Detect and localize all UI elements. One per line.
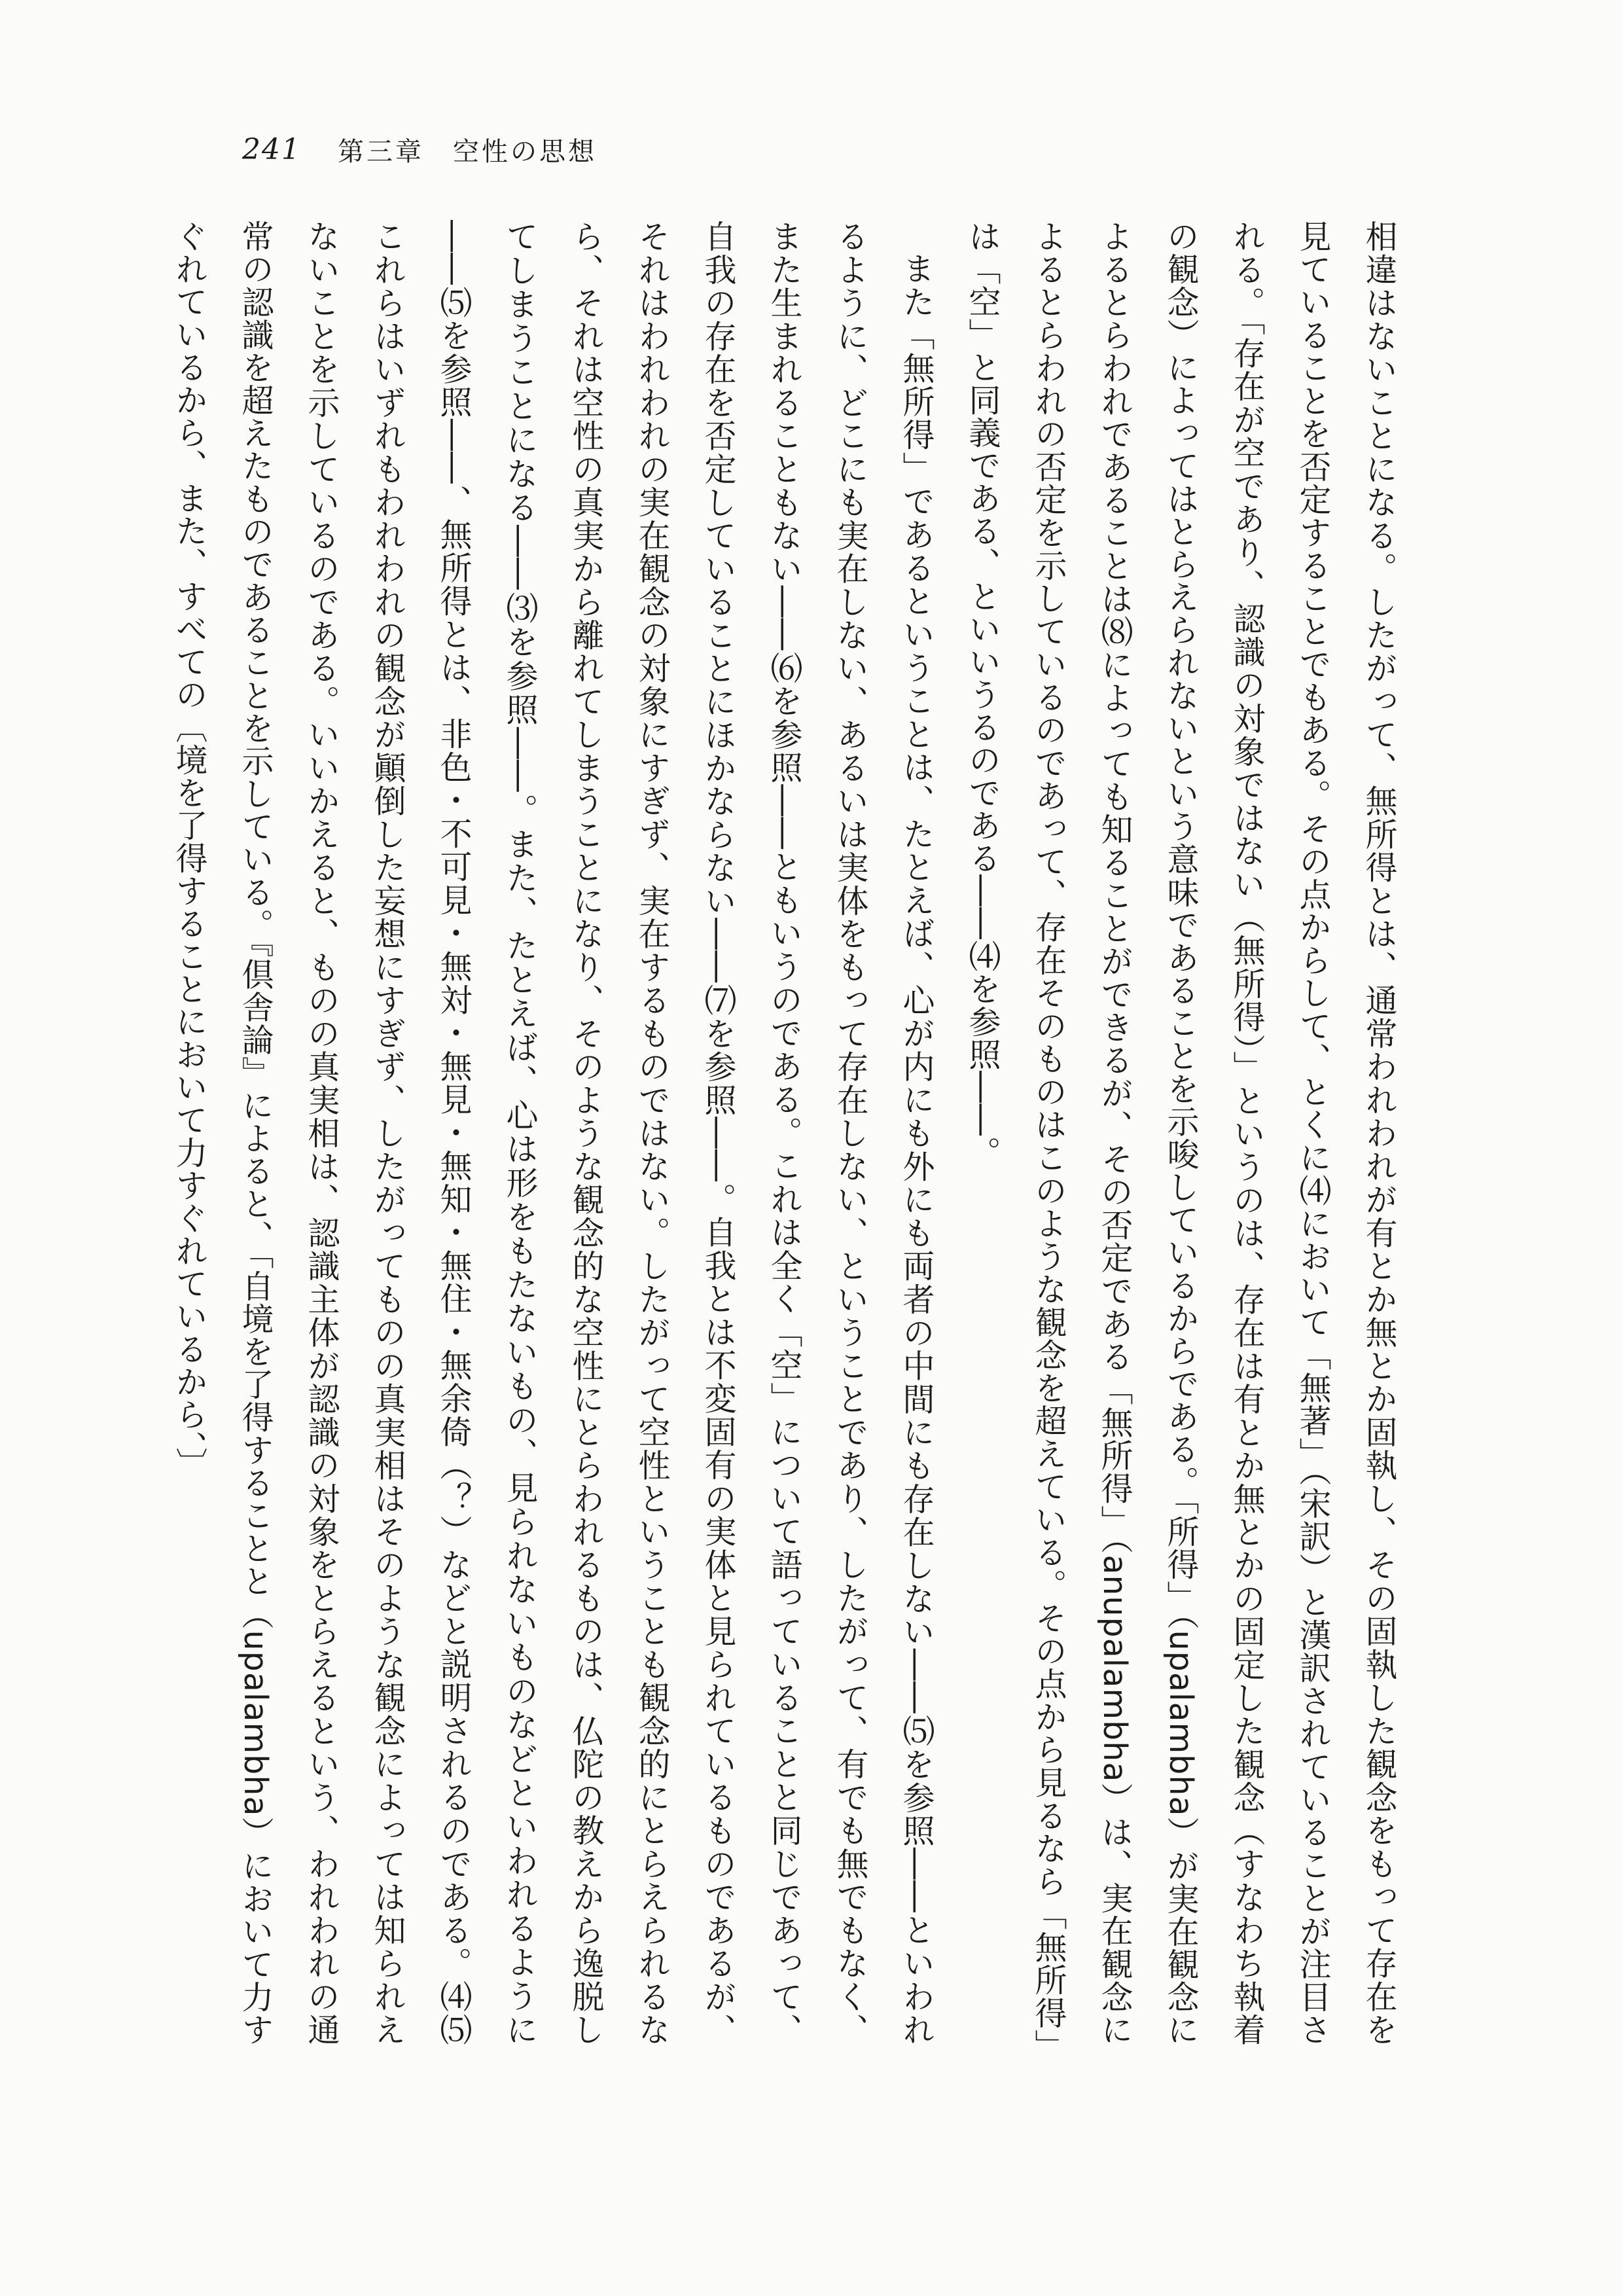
chapter-title: 第三章 空性の思想 — [337, 136, 597, 167]
page-number: 241 — [242, 132, 301, 166]
running-head — [242, 123, 597, 175]
paragraph-1: 相違はないことになる。したがって、無所得とは、通常われわれが有とか無とか固執し、その固執した観念をもって存在を見ていることを否定することでもある。その点からして、とくに⑷において「無著」（宋訳）と漢訳されていることが注目される。「存在が空であり、認識の対象ではない（無所得）」というのは、存在は有とか無とかの固定した観念（すなわち執着の観念）によってはとらえられないという意味であることを示唆しているからである。「所得」（upalambha）が実在観念によるとらわれであることは⑻によっても知ることができるが、その否定である「無所得」（anupalambha）は、実在観念によるとらわれの否定を示しているのであって、存在そのものはこのような観念を超えている。その点から見るなら「無所得」は「空」と同義である、といいうるのである――⑷を参照――。 — [964, 220, 1398, 2047]
paragraph-2: また「無所得」であるということは、たとえば、心が内にも外にも両者の中間にも存在しない――⑸を参照――といわれるように、どこにも実在しない、あるいは実体をもって存在しない、ということであり、したがって、有でも無でもなく、また生まれることもない――⑹を参照――ともいうのである。これは全く「空」について語っていることと同じであって、自我の存在を否定していることにほかならない――⑺を参照――。自我とは不変固有の実体と見られているものであるが、それはわれわれの実在観念の対象にすぎず、実在するものではない。したがって空性ということも観念的にとらえられるなら、それは空性の真実から離れてしまうことになり、そのような観念的な空性にとらわれるものは、仏陀の教えから逸脱してしまうことになる――⑶を参照――。また、たとえば、心は形をもたないもの、見られないものなどといわれるように――⑸を参照――、無所得とは、非色・不可見・無対・無見・無知・無住・無余倚（？）などと説明されるのである。⑷⑸これらはいずれもわれわれの観念が顚倒した妄想にすぎず、したがってものの真実相はそのような観念によっては知られえないことを示しているのである。いいかえると、ものの真実相は、認識主体が認識の対象をとらえるという、われわれの通常の認識を超えたものであることを示している。『倶舎論』によると、「自境を了得することと（upalambha）において力すぐれているから、また、すべての〔境を了得することにおいて力すぐれているから、〕 — [171, 220, 935, 2047]
body-text — [171, 220, 1412, 2047]
